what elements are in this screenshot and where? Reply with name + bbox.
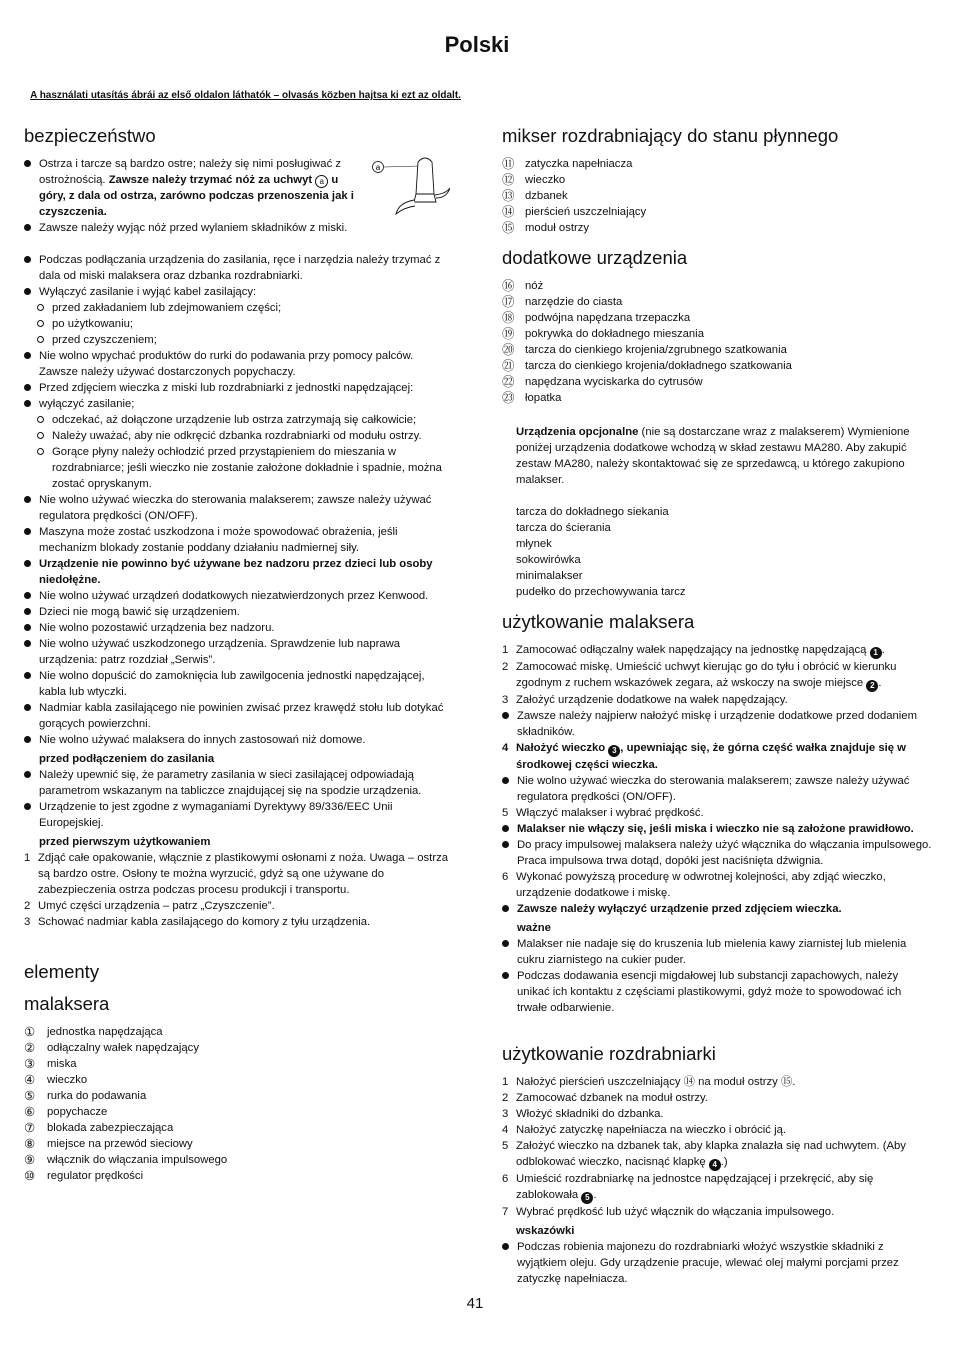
first-use-step-3: Schować nadmiar kabla zasilającego do komory z tyłu urządzenia. <box>38 916 371 928</box>
list-item: ⑦ blokada zabezpieczająca <box>24 1121 174 1135</box>
grinder-step-4: Nałożyć zatyczkę napełniacza na wieczko i obrócić ją. <box>516 1124 786 1136</box>
list-item: ⑥ popychacze <box>24 1105 108 1119</box>
list-item: ② odłączalny wałek napędzający <box>24 1041 199 1055</box>
list-item: ⑲ pokrywka do dokładnego mieszania <box>502 327 704 341</box>
optional-accessories <box>516 424 932 600</box>
safety-bullet-1-text: Ostrza i tarcze są bardzo ostre; należy się nimi posługiwać z ostrożnością. <box>39 158 341 186</box>
list-item: ⑱ podwójna napędzana trzepaczka <box>502 311 691 325</box>
usage-heading: użytkowanie malaksera <box>502 611 695 632</box>
safety-bullet-8: Nie wolno używać wieczka do sterowania malakserem; zawsze należy używać regulatora prędkości (ON/OFF). <box>39 494 432 522</box>
usage-step-4b: , upewniając się, że górna część wałka znajduje się w środkowej części wieczka. <box>516 742 906 771</box>
safety-first-bullet <box>24 156 364 236</box>
figure-marker-5: 5 <box>581 1192 593 1204</box>
list-item: ⑮ moduł ostrzy <box>502 221 590 235</box>
before-power-2: Urządzenie to jest zgodne z wymaganiami Dyrektywy 89/336/EEC Unii Europejskiej. <box>39 801 393 829</box>
safety-bullet-15: Nie wolno dopuścić do zamoknięcia lub zawilgocenia jednostki napędzającej, kabla lub wtyczki. <box>39 670 425 698</box>
important-heading: ważne <box>517 922 551 934</box>
safety-heading: bezpieczeństwo <box>24 125 156 146</box>
safety-bullet-6: Przed zdjęciem wieczka z miski lub rozdrabniarki z jednostki napędzającej: <box>39 382 414 394</box>
list-item: ⑬ dzbanek <box>502 189 568 203</box>
optional-text: (nie są dostarczane wraz z malakserem) Wymienione poniżej urządzenia dodatkowe wchodzą w skład zestawu MA280. Aby zakupić zestaw MA280, należy skontaktować się ze sprzedawcą, u którego zakupiono malakser. <box>516 426 910 486</box>
usage-bullet-5a: Malakser nie włączy się, jeśli miska i wieczko nie są założone prawidłowo. <box>517 823 914 835</box>
part-marker-14: ⑭ <box>683 1076 695 1088</box>
list-item: ⑤ rurka do podawania <box>24 1089 147 1103</box>
first-use-heading: przed pierwszym użytkowaniem <box>39 836 211 848</box>
blender-heading: mikser rozdrabniający do stanu płynnego <box>502 125 839 146</box>
safety-rest: Podczas podłączania urządzenia do zasilania, ręce i narzędzia należy trzymać z dala od miski malaksera oraz dzbanka rozdrabniarki. Wyłączyć zasilanie i wyjąć kabel zasilający: przed zakładaniem lub zdejmowaniem części; po użytkowaniu; przed czyszczeniem; Nie wolno wpychać produktów do rurki do podawania przy pomocy palców. Zawsze należy używać dostarczonych popychaczy. Przed zdjęciem wieczka z miski lub rozdrabniarki z jednostki napędzającej: wyłączyć zasilanie; odczekać, aż dołączone urządzenie lub ostrza zatrzymają się całkowicie; Należy uważać, aby nie odkręcić dzbanka rozdrabniarki od modułu ostrzy. Gorące płyny należy ochłodzić przed przystąpieniem do mieszania w rozdrabniarce; jeśli wieczko nie zostanie założone dokładnie i spadnie, można zostać opryskanym. Nie wolno używać wieczka do sterowania malakserem; zawsze należy używać regulatora prędkości (ON/OFF). Maszyna może zostać uszkodzona i może spowodować obrażenia, jeśli mechanizm blokady zostanie poddany działaniu nadmiernej siły. Urządzenie nie powinno być używane bez nadzoru przez dzieci lub osoby niedołężne. Nie wolno używać urządzeń dodatkowych niezatwierdzonych przez Kenwood. Dzieci nie mogą bawić się urządzeniem. Nie wolno pozostawić urządzenia bez nadzoru. Nie wolno używać uszkodzonego urządzenia. Sprawdzenie lub naprawa urządzenia: patrz rozdział „Serwis”. Nie wolno dopuścić do zamoknięcia lub zawilgocenia jednostki napędzającej, kabla lub wtyczki. Nadmiar kabla zasilającego nie powinien zwisać przez krawędź stołu lub dotykać gorących powierzchni. Nie wolno używać malaksera do innych zastosowań niż domowe. przed podłączeniem do zasilania Należy upewnić się, że parametry zasilania w sieci zasilającej odpowiadają parametrom wskazanym na tabliczce znajdującej się na spodzie urządzenia. Urządzenie to jest zgodne z wymaganiami Dyrektywy 89/336/EEC Unii Europejskiej. przed pierwszym użytkowaniem 1 Zdjąć całe opakowanie, włącznie z plastikowymi osłonami z noża. Uwaga – ostrza są bardzo ostre. Osłony te można wyrzucić, gdyż są one używane do zabezpieczenia ostrza podczas procesu produkcji i transportu. 2 Umyć części urządzenia – patrz „Czyszczenie”. 3 Schować nadmiar kabla zasilającego do komory z tyłu urządzenia. <box>24 252 454 930</box>
safety-bullet-10: Urządzenie nie powinno być używane bez nadzoru przez dzieci lub osoby niedołężne. <box>39 558 433 586</box>
usage-step-4a: Nałożyć wieczko <box>516 742 609 754</box>
safety-bullet-7: wyłączyć zasilanie; <box>39 398 135 410</box>
safety-sub-7-1: odczekać, aż dołączone urządzenie lub ostrza zatrzymają się całkowicie; <box>52 414 417 426</box>
elements-heading-1: elementy <box>24 961 100 982</box>
safety-bullet-4: Wyłączyć zasilanie i wyjąć kabel zasilający: <box>39 286 257 298</box>
grinder-step-6: Umieścić rozdrabniarkę na jednostce napędzającej i przekręcić, aby się zablokowała <box>516 1173 874 1201</box>
grinder-step-1b: na moduł ostrzy <box>694 1076 781 1088</box>
list-item: ⑯ nóż <box>502 279 544 293</box>
usage-bullet-3: Zawsze należy najpierw nałożyć miskę i urządzenie dodatkowe przed dodaniem składników. <box>517 710 917 738</box>
safety-bullet-2: Zawsze należy wyjąc nóż przed wylaniem składników z miski. <box>39 222 348 234</box>
list-item: ㉓ łopatka <box>502 391 562 405</box>
safety-bullet-1-bold2: u góry, z dala od ostrza, zarówno podczas przenoszenia jak i czyszczenia. <box>39 174 354 218</box>
safety-bullet-1-bold: Zawsze należy trzymać nóż za uchwyt <box>108 174 316 186</box>
optional-item: pudełko do przechowywania tarcz <box>516 586 686 598</box>
usage-step-1: Zamocować odłączalny wałek napędzający na jednostkę napędzającą <box>516 644 870 656</box>
first-use-step-2: Umyć części urządzenia – patrz „Czyszczenie”. <box>38 900 275 912</box>
figure-label: a <box>375 163 381 172</box>
list-item: ⑫ wieczko <box>502 173 566 187</box>
grinder-step-5: Założyć wieczko na dzbanek tak, aby klapka znalazła się nad uchwytem. (Aby odblokować wieczko, nacisnąć klapkę <box>516 1140 906 1168</box>
safety-sub-4-3: przed czyszczeniem; <box>52 334 157 346</box>
page-title: Polski <box>444 32 510 57</box>
figure-marker-2: 2 <box>866 680 878 692</box>
safety-sub-4-1: przed zakładaniem lub zdejmowaniem części; <box>52 302 282 314</box>
optional-item: młynek <box>516 538 552 550</box>
foldout-note: A használati utasítás ábrái az első oldalon láthatók – olvasás közben hajtsa ki ezt az oldalt. <box>30 90 461 101</box>
safety-bullet-14: Nie wolno używać uszkodzonego urządzenia. Sprawdzenie lub naprawa urządzenia: patrz rozdział „Serwis”. <box>39 638 401 666</box>
blender-list <box>502 156 932 236</box>
safety-bullet-17: Nie wolno używać malaksera do innych zastosowań niż domowe. <box>39 734 366 746</box>
list-item: ① jednostka napędzająca <box>24 1025 163 1039</box>
safety-bullet-11: Nie wolno używać urządzeń dodatkowych niezatwierdzonych przez Kenwood. <box>39 590 429 602</box>
grinder-steps: 1 Nałożyć pierścień uszczelniający ⑭ na moduł ostrzy ⑮. 2 Zamocować dzbanek na moduł ostrzy. 3 Włożyć składniki do dzbanka. 4 Nałożyć zatyczkę napełniacza na wieczko i obrócić ją. 5 Założyć wieczko na dzbanek tak, aby klapka znalazła się nad uchwytem. (Aby odblokować wieczko, nacisnąć klapkę 4 .) 6 Umieścić rozdrabniarkę na jednostce napędzającej i przekręcić, aby się zablokowała 5 . 7 Wybrać prędkość lub użyć włącznik do włączania impulsowego. wskazówki Podczas robienia majonezu do rozdrabniarki włożyć wszystkie składniki z wyjątkiem oleju. Gdy urządzenie pracuje, wlewać olej małymi porcjami przez zatyczkę napełniacza. <box>502 1074 932 1287</box>
list-item: ④ wieczko <box>24 1073 88 1087</box>
safety-bullet-3: Podczas podłączania urządzenia do zasilania, ręce i narzędzia należy trzymać z dala od miski malaksera oraz dzbanka rozdrabniarki. <box>39 254 441 282</box>
list-item: ⑨ włącznik do włączania impulsowego <box>24 1153 228 1167</box>
figure-marker-a: a <box>315 175 328 188</box>
grinder-step-7: Wybrać prędkość lub użyć włącznik do włączania impulsowego. <box>516 1206 835 1218</box>
elements-heading-2: malaksera <box>24 993 110 1014</box>
grinder-step-1a: Nałożyć pierścień uszczelniający <box>516 1076 684 1088</box>
knife-illustration <box>370 152 450 220</box>
optional-item: tarcza do ścierania <box>516 522 611 534</box>
usage-step-2: Zamocować miskę. Umieścić uchwyt kierując go do tyłu i obrócić w kierunku zgodnym z ruchem wskazówek zegara, aż wskoczy na swoje miejsce <box>516 661 897 689</box>
list-item: ③ miska <box>24 1057 77 1071</box>
usage-bullet-4: Nie wolno używać wieczka do sterowania malakserem; zawsze należy używać regulatora prędkości (ON/OFF). <box>517 775 910 803</box>
part-marker-15: ⑮ <box>780 1076 793 1088</box>
elements-list <box>24 1024 454 1184</box>
usage-bullet-6: Zawsze należy wyłączyć urządzenie przed zdjęciem wieczka. <box>517 903 842 915</box>
page-number: 41 <box>466 1295 484 1312</box>
safety-bullet-13: Nie wolno pozostawić urządzenia bez nadzoru. <box>39 622 275 634</box>
optional-item: tarcza do dokładnego siekania <box>516 506 669 518</box>
usage-steps: 1 Zamocować odłączalny wałek napędzający na jednostkę napędzającą 1 . 2 Zamocować miskę. Umieścić uchwyt kierując go do tyłu i obrócić w kierunku zgodnym z ruchem wskazówek zegara, aż wskoczy na swoje miejsce 2 . 3 Założyć urządzenie dodatkowe na wałek napędzający. Zawsze należy najpierw nałożyć miskę i urządzenie dodatkowe przed dodaniem składników. 4 Nałożyć wieczko 3 , upewniając się, że górna część wałka znajduje się w środkowej części wieczka. Nie wolno używać wieczka do sterowania malakserem; zawsze należy używać regulatora prędkości (ON/OFF). 5 Włączyć malakser i wybrać prędkość. Malakser nie włączy się, jeśli miska i wieczko nie są założone prawidłowo. Do pracy impulsowej malaksera należy użyć włącznika do włączania impulsowego. Praca impulsowa trwa dotąd, dopóki jest naciśnięta dźwignia. 6 Wykonać powyższą procedurę w odwrotnej kolejności, aby zdjąć wieczko, urządzenie dodatkowe i miskę. Zawsze należy wyłączyć urządzenie przed zdjęciem wieczka. ważne Malakser nie nadaje się do kruszenia lub mielenia kawy ziarnistej lub mielenia cukru ziarnistego na cukier puder. Podczas dodawania esencji migdałowej lub substancji zapachowych, należy unikać ich kontaktu z częściami plastikowymi, gdyż może to spowodować ich trwałe odbarwienie. <box>502 644 932 1014</box>
list-item: ⑪ zatyczka napełniacza <box>502 157 633 171</box>
optional-item: sokowirówka <box>516 554 581 566</box>
grinder-step-2: Zamocować dzbanek na moduł ostrzy. <box>516 1092 708 1104</box>
important-1: Malakser nie nadaje się do kruszenia lub mielenia kawy ziarnistej lub mielenia cukru ziarnistego na cukier puder. <box>517 938 907 966</box>
safety-bullet-16: Nadmiar kabla zasilającego nie powinien zwisać przez krawędź stołu lub dotykać gorących powierzchni. <box>39 702 444 730</box>
usage-step-6: Wykonać powyższą procedurę w odwrotnej kolejności, aby zdjąć wieczko, urządzenie dodatkowe i miskę. <box>516 871 886 899</box>
hints-heading: wskazówki <box>516 1225 575 1237</box>
hint-1: Podczas robienia majonezu do rozdrabniarki włożyć wszystkie składniki z wyjątkiem oleju. Gdy urządzenie pracuje, wlewać olej małymi porcjami przez zatyczkę napełniacza. <box>517 1241 899 1285</box>
safety-bullet-5: Nie wolno wpychać produktów do rurki do podawania przy pomocy palców. Zawsze należy używać dostarczonych popychaczy. <box>39 350 414 378</box>
optional-heading: Urządzenia opcjonalne <box>516 426 639 438</box>
usage-step-5: Włączyć malakser i wybrać prędkość. <box>516 807 704 819</box>
before-power-1: Należy upewnić się, że parametry zasilania w sieci zasilającej odpowiadają parametrom wskazanym na tabliczce znajdującej się na spodzie urządzenia. <box>39 769 422 797</box>
usage-bullet-5b: Do pracy impulsowej malaksera należy użyć włącznika do włączania impulsowego. Praca impulsowa trwa dotąd, dopóki jest naciśnięta dźwignia. <box>517 839 932 867</box>
list-item: ⑳ tarcza do cienkiego krojenia/zgrubnego szatkowania <box>502 343 787 357</box>
list-item: ㉒ napędzana wyciskarka do cytrusów <box>502 375 703 389</box>
list-item: ⑭ pierścień uszczelniający <box>502 205 647 219</box>
grinder-step-3: Włożyć składniki do dzbanka. <box>516 1108 664 1120</box>
safety-sub-7-2: Należy uważać, aby nie odkręcić dzbanka rozdrabniarki od modułu ostrzy. <box>52 430 422 442</box>
figure-marker-3: 3 <box>608 745 620 757</box>
list-item: ⑧ miejsce na przewód sieciowy <box>24 1137 193 1151</box>
before-power-heading: przed podłączeniem do zasilania <box>39 753 215 765</box>
first-use-step-1: Zdjąć całe opakowanie, włącznie z plastikowymi osłonami z noża. Uwaga – ostrza są bardzo ostre. Osłony te można wyrzucić, gdyż są one używane do zabezpieczenia ostrza podczas procesu produkcji i transportu. <box>38 852 449 896</box>
list-item: ㉑ tarcza do cienkiego krojenia/dokładnego szatkowania <box>502 359 792 373</box>
safety-sub-7-3: Gorące płyny należy ochłodzić przed przystąpieniem do mieszania w rozdrabniarce; jeśli wieczko nie zostanie założone dokładnie i spadnie, można zostać opryskanym. <box>52 446 442 490</box>
optional-item: minimalakser <box>516 570 583 582</box>
safety-bullet-9: Maszyna może zostać uszkodzona i może spowodować obrażenia, jeśli mechanizm blokady zostanie poddany działaniu nadmiernej siły. <box>39 526 398 554</box>
safety-sub-4-2: po użytkowaniu; <box>52 318 134 330</box>
accessories-list <box>502 278 932 406</box>
important-2: Podczas dodawania esencji migdałowej lub substancji zapachowych, należy unikać ich kontaktu z częściami plastikowymi, gdyż może to spowodować ich trwałe odbarwienie. <box>517 970 902 1014</box>
accessories-heading: dodatkowe urządzenia <box>502 247 688 268</box>
figure-marker-4: 4 <box>709 1159 721 1171</box>
safety-bullet-12: Dzieci nie mogą bawić się urządzeniem. <box>39 606 240 618</box>
list-item: ⑩ regulator prędkości <box>24 1169 144 1183</box>
list-item: ⑰ narzędzie do ciasta <box>502 295 623 309</box>
figure-marker-1: 1 <box>870 647 882 659</box>
grinder-heading: użytkowanie rozdrabniarki <box>502 1043 716 1064</box>
usage-step-3: Założyć urządzenie dodatkowe na wałek napędzający. <box>516 694 788 706</box>
